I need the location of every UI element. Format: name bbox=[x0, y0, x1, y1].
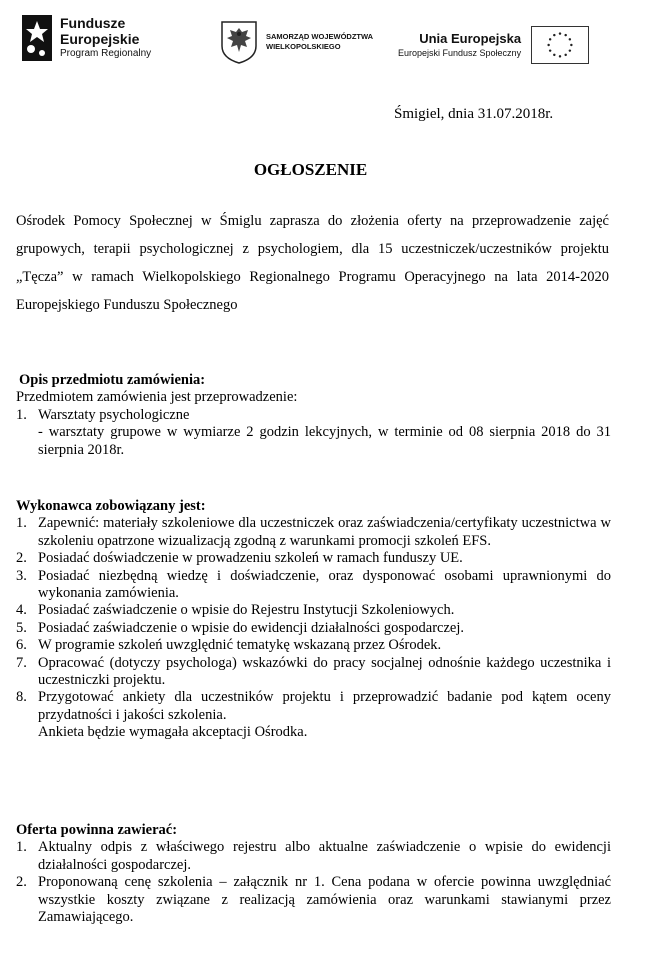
list-item bbox=[16, 839, 611, 874]
list-item bbox=[16, 637, 611, 654]
item-detail: - warsztaty grupowe w wymiarze 2 godzin lekcyjnych, w terminie od 08 sierpnia 2018 do 31 sierpnia 2018r. bbox=[38, 424, 611, 458]
eu-logo-line2: Europejski Fundusz Społeczny bbox=[398, 48, 522, 58]
item-text: Opracować (dotyczy psychologa) wskazówki do pracy socjalnej odnośnie każdego uczestnika i uczestniczki projektu. bbox=[38, 654, 611, 689]
list-item bbox=[16, 568, 611, 603]
item-number: 7. bbox=[16, 654, 27, 671]
fe-logo-line1: Fundusze bbox=[60, 15, 126, 31]
section-heading: Oferta powinna zawierać: bbox=[16, 822, 178, 838]
order-list bbox=[16, 407, 611, 459]
item-text: Posiadać niezbędną wiedzę i doświadczenie, oraz dysponować osobami uprawnionymi do wykonania zamówienia. bbox=[38, 567, 611, 602]
list-item bbox=[16, 689, 611, 741]
list-item bbox=[16, 407, 611, 459]
item-number: 3. bbox=[16, 567, 27, 584]
eu-flag-icon bbox=[531, 26, 589, 64]
wlkp-logo-line2: WIELKOPOLSKIEGO bbox=[266, 42, 341, 51]
fe-logo-line3: Program Regionalny bbox=[60, 48, 152, 59]
fe-star-icon bbox=[22, 15, 52, 61]
obligations-list bbox=[16, 515, 611, 741]
section-offer-contents bbox=[16, 822, 611, 926]
item-number: 5. bbox=[16, 619, 27, 636]
item-detail: Ankieta będzie wymagała akceptacji Ośrodka. bbox=[38, 724, 308, 741]
section-contractor-obligations bbox=[16, 498, 611, 742]
item-text: Warsztaty psychologiczne bbox=[38, 406, 190, 423]
item-text: W programie szkoleń uwzględnić tematykę wskazaną przez Ośrodek. bbox=[38, 637, 442, 654]
item-text: Przygotować ankiety dla uczestników projektu i przeprowadzić badanie pod kątem oceny przydatności i jakości szkolenia. bbox=[38, 689, 611, 723]
item-text: Posiadać zaświadczenie o wpisie do Rejestru Instytucji Szkoleniowych. bbox=[38, 602, 455, 619]
section-heading: Wykonawca zobowiązany jest: bbox=[16, 498, 206, 514]
item-number: 2. bbox=[16, 874, 27, 891]
document-title: OGŁOSZENIE bbox=[253, 160, 368, 179]
item-number: 1. bbox=[16, 406, 27, 423]
eu-logo-line1: Unia Europejska bbox=[419, 31, 522, 46]
item-text: Aktualny odpis z właściwego rejestru albo aktualne zaświadczenie o wpisie do ewidencji działalności gospodarczej. bbox=[38, 839, 611, 873]
list-item bbox=[16, 620, 611, 637]
section-heading: Opis przedmiotu zamówienia: bbox=[19, 372, 206, 388]
list-item bbox=[16, 602, 611, 619]
list-item bbox=[16, 550, 611, 567]
logo-bar bbox=[0, 0, 650, 80]
item-text: Posiadać zaświadczenie o wpisie do ewidencji działalności gospodarczej. bbox=[38, 619, 464, 636]
document-date: Śmigiel, dnia 31.07.2018r. bbox=[394, 106, 554, 122]
fe-logo-line2: Europejskie bbox=[60, 31, 140, 47]
item-text: Proponowaną cenę szkolenia – załącznik nr 1. Cena podana w ofercie powinna uwzględniać wszystkie koszty związane z realizacją zamówienia oraz warunkami stawianymi przez Zamawiającego. bbox=[38, 874, 611, 926]
list-item bbox=[16, 515, 611, 550]
list-item bbox=[16, 874, 611, 926]
item-text: Zapewnić: materiały szkoleniowe dla uczestniczek oraz zaświadczenia/certyfikaty uczestnictwa w szkoleniu opatrzone wizualizacją zgodną z warunkami promocji szkoleń EFS. bbox=[38, 515, 611, 549]
item-number: 1. bbox=[16, 515, 27, 532]
item-text: Posiadać doświadczenie w prowadzeniu szkoleń w ramach funduszy UE. bbox=[38, 550, 463, 567]
item-number: 8. bbox=[16, 689, 27, 706]
eagle-crest-icon bbox=[220, 20, 258, 64]
item-number: 6. bbox=[16, 637, 27, 654]
item-number: 4. bbox=[16, 602, 27, 619]
wlkp-logo-line1: SAMORZĄD WOJEWÓDZTWA bbox=[266, 32, 374, 41]
list-item bbox=[16, 655, 611, 690]
section-order-description bbox=[16, 372, 611, 459]
item-number: 2. bbox=[16, 550, 27, 567]
wielkopolska-logo bbox=[220, 20, 373, 64]
fundusze-europejskie-logo bbox=[22, 15, 151, 61]
section-subheading: Przedmiotem zamówienia jest przeprowadzenie: bbox=[16, 389, 298, 406]
offer-list bbox=[16, 839, 611, 926]
item-number: 1. bbox=[16, 839, 27, 856]
eu-logo bbox=[398, 26, 589, 64]
intro-paragraph: Ośrodek Pomocy Społecznej w Śmiglu zaprasza do złożenia oferty na przeprowadzenie zajęć grupowych, terapii psychologicznej z psychologiem, dla 15 uczestniczek/uczestników projektu „Tęcza” w ramach Wielkopolskiego Regionalnego Programu Operacyjnego na lata 2014-2020 Europejskiego Funduszu Społecznego bbox=[16, 213, 609, 313]
